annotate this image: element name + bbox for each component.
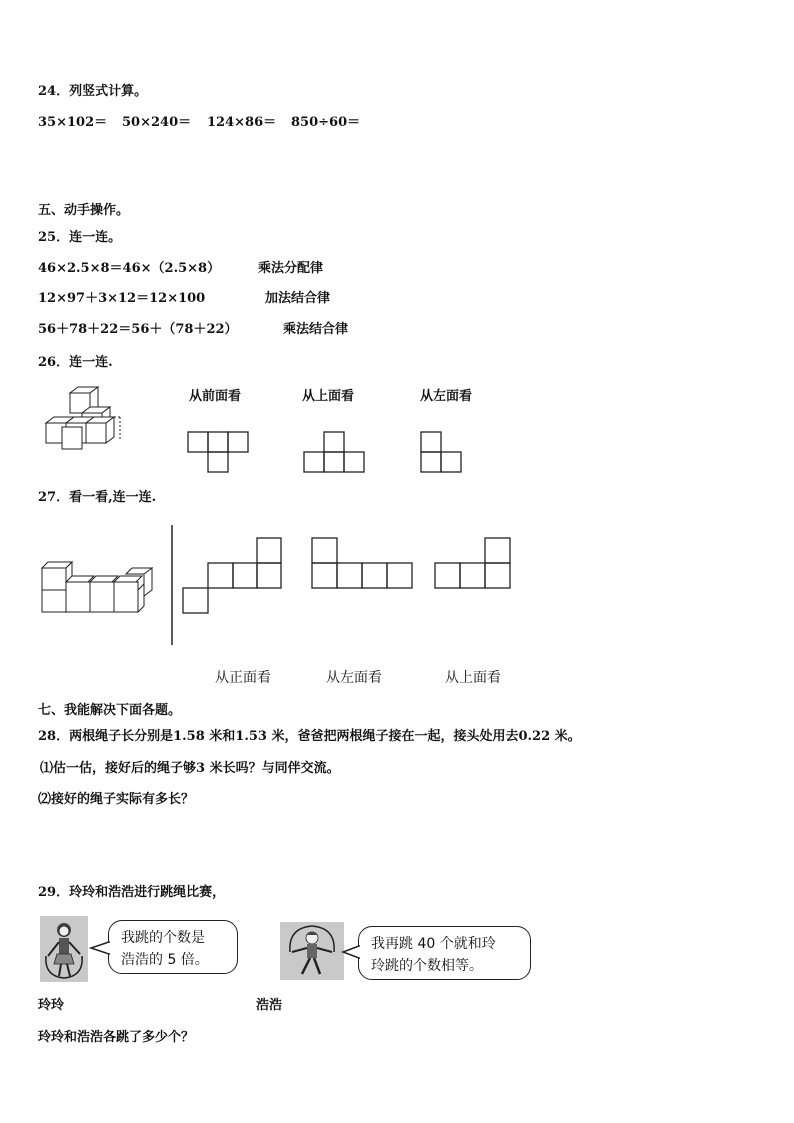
- q26-shape-a: [188, 432, 250, 474]
- q27-cube-figure: [40, 560, 155, 616]
- girl-jumping-rope-icon: [40, 916, 88, 982]
- q25-left-1: 46×2.5×8＝46×（2.5×8）: [38, 261, 221, 276]
- q29-bubble-1-line-1: 我跳的个数是: [121, 930, 205, 946]
- q28-part1: ⑴估一估，接好后的绳子够3 米长吗？与同伴交流。: [40, 761, 340, 776]
- q27-shape-b: [312, 538, 414, 592]
- q25-left-2: 12×97＋3×12＝12×100: [38, 291, 206, 306]
- section5-title: 五、动手操作。: [38, 203, 130, 218]
- q26-title: 26．连一连.: [38, 355, 113, 370]
- q27-view-front: 从正面看: [215, 670, 271, 686]
- q29-bubble-1-line-2: 浩浩的 5 倍。: [121, 952, 209, 968]
- q27-view-left: 从左面看: [326, 670, 382, 686]
- q27-divider: [170, 525, 174, 645]
- q29-bubble-1: [108, 920, 238, 974]
- q26-view-top: 从上面看: [302, 389, 355, 404]
- q24-item-3: 124×86＝: [207, 115, 277, 130]
- q29-bubble-2: [358, 926, 531, 980]
- q29-title: 29．玲玲和浩浩进行跳绳比赛，: [38, 885, 226, 900]
- q28-title: 28．两根绳子长分别是1.58 米和1.53 米，爸爸把两根绳子接在一起，接头处用去0.22 米。: [38, 729, 581, 744]
- q29-name-2: 浩浩: [256, 998, 283, 1013]
- q26-view-front: 从前面看: [189, 389, 242, 404]
- q25-left-3: 56＋78＋22＝56＋（78＋22）: [38, 322, 238, 337]
- q24-item-1: 35×102＝: [38, 115, 108, 130]
- q26-shape-b: [304, 432, 366, 474]
- q27-view-top: 从上面看: [445, 670, 501, 686]
- q29-bubble-2-tail: [342, 944, 360, 960]
- q25-title: 25．连一连。: [38, 230, 122, 245]
- q25-right-1: 乘法分配律: [258, 261, 324, 276]
- q29-question: 玲玲和浩浩各跳了多少个？: [38, 1030, 195, 1045]
- q25-right-3: 乘法结合律: [283, 322, 349, 337]
- q29-name-1: 玲玲: [38, 998, 65, 1013]
- q27-title: 27．看一看,连一连.: [38, 490, 157, 505]
- boy-jumping-rope-icon: [280, 922, 344, 980]
- q28-part2: ⑵接好的绳子实际有多长？: [38, 792, 195, 807]
- q29-bubble-2-line-2: 玲跳的个数相等。: [371, 958, 483, 974]
- section7-title: 七、我能解决下面各题。: [38, 703, 182, 718]
- q27-shape-a: [183, 538, 285, 616]
- q29-bubble-1-tail: [90, 940, 110, 956]
- q26-cube-figure: [40, 385, 140, 455]
- q27-shape-c: [435, 538, 515, 592]
- q24-item-2: 50×240＝: [122, 115, 192, 130]
- q26-view-left: 从左面看: [420, 389, 473, 404]
- q24-title: 24．列竖式计算。: [38, 84, 148, 99]
- q24-item-4: 850÷60＝: [291, 115, 361, 130]
- q29-bubble-2-line-1: 我再跳 40 个就和玲: [371, 936, 496, 952]
- q26-shape-c: [421, 432, 463, 474]
- q25-right-2: 加法结合律: [265, 291, 331, 306]
